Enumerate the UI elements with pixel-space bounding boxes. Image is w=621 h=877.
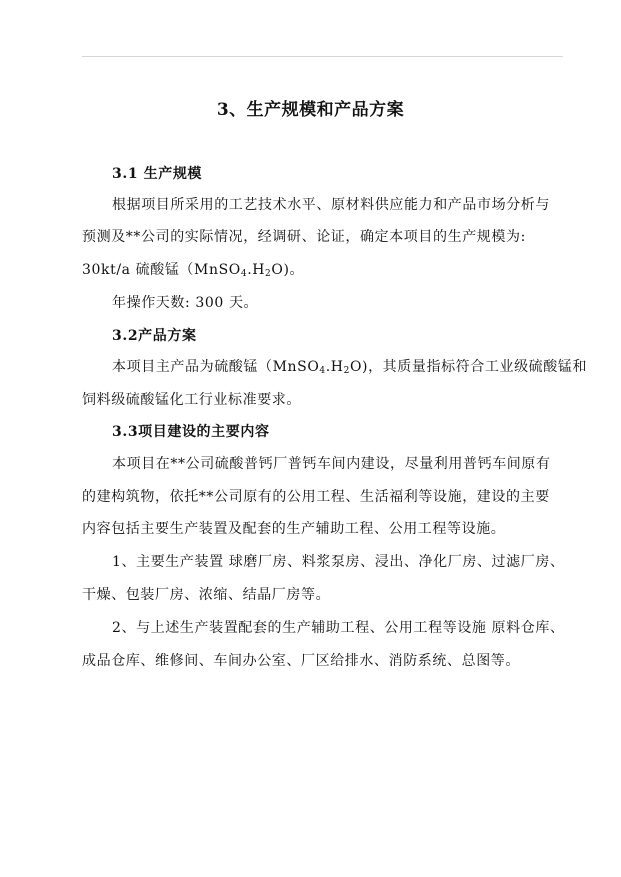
formula-prefix: 30kt/a 硫酸锰（MnSO bbox=[82, 262, 241, 278]
paragraph-line: 预测及**公司的实际情况，经调研、论证，确定本项目的生产规模为: bbox=[82, 229, 526, 245]
formula-subscript: 2 bbox=[265, 269, 272, 279]
paragraph-line: 根据项目所采用的工艺技术水平、原材料供应能力和产品市场分析与 bbox=[112, 197, 550, 213]
formula-mid: .H bbox=[247, 262, 266, 278]
formula-subscript: 4 bbox=[240, 269, 248, 279]
paragraph-line: 内容包括主要生产装置及配套的生产辅助工程、公用工程等设施。 bbox=[82, 521, 506, 537]
formula-prefix: 本项目主产品为硫酸锰（MnSO bbox=[112, 359, 320, 375]
paragraph-line-formula bbox=[112, 356, 587, 376]
paragraph-line: 年操作天数: 300 天。 bbox=[112, 295, 259, 311]
list-item-1-line: 干燥、包装厂房、浓缩、结晶厂房等。 bbox=[82, 587, 331, 603]
list-item-2-line: 成品仓库、维修间、车间办公室、厂区给排水、消防系统、总图等。 bbox=[82, 653, 520, 669]
list-item-1-line: 1、主要生产装置 球磨厂房、料浆泵房、浸出、净化厂房、过滤厂房、 bbox=[112, 554, 565, 570]
formula-suffix: O)，其质量指标符合工业级硫酸锰和 bbox=[349, 359, 588, 375]
section-heading-3-3: 3.3项目建设的主要内容 bbox=[112, 424, 270, 440]
header-rule bbox=[82, 56, 563, 57]
paragraph-line: 本项目在**公司硫酸普钙厂普钙车间内建设，尽量利用普钙车间原有 bbox=[112, 456, 551, 472]
paragraph-line: 饲料级硫酸锰化工行业标准要求。 bbox=[82, 392, 301, 408]
paragraph-line-formula bbox=[82, 259, 304, 279]
page-title: 3、生产规模和产品方案 bbox=[216, 100, 405, 120]
section-heading-3-2: 3.2产品方案 bbox=[112, 328, 197, 344]
list-item-2-line: 2、与上述生产装置配套的生产辅助工程、公用工程等设施 原料仓库、 bbox=[112, 620, 565, 636]
section-heading-3-1: 3.1 生产规模 bbox=[112, 166, 203, 182]
paragraph-line: 的建构筑物，依托**公司原有的公用工程、生活福利等设施，建设的主要 bbox=[82, 489, 550, 505]
formula-subscript: 2 bbox=[343, 366, 350, 376]
formula-subscript: 4 bbox=[319, 366, 326, 376]
formula-mid: .H bbox=[325, 359, 344, 375]
formula-suffix: O)。 bbox=[271, 262, 305, 278]
